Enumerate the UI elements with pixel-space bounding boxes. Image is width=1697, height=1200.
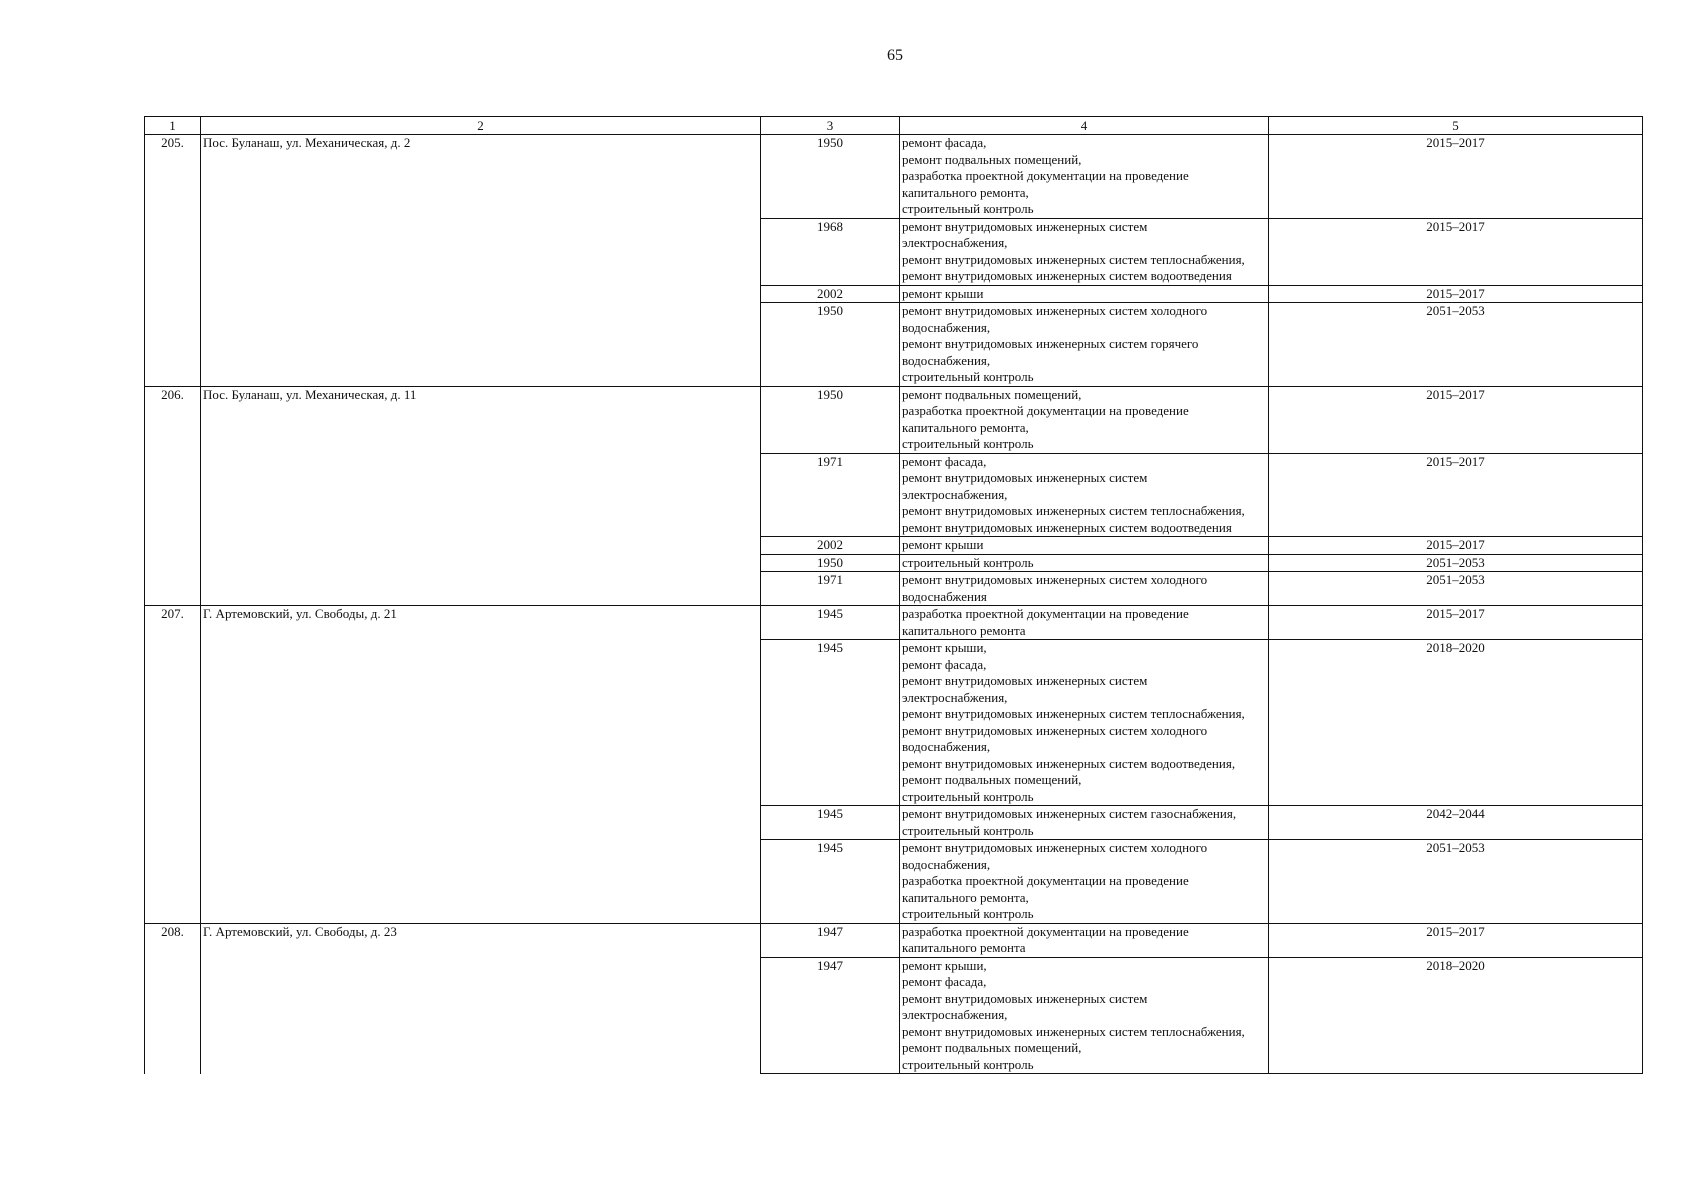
repair-works-cell — [900, 554, 1269, 572]
repair-work-item: водоснабжения, — [902, 352, 991, 368]
repair-work-item: капитального ремонта, — [902, 419, 1029, 435]
capital-repair-table — [144, 116, 1643, 1074]
repair-works-cell — [900, 840, 1269, 924]
repair-work-item: капитального ремонта, — [902, 889, 1029, 905]
year-cell: 1947 — [761, 957, 900, 1074]
col-header-5: 5 — [1269, 117, 1643, 135]
repair-work-item: разработка проектной документации на проведение — [902, 873, 1189, 888]
repair-work-item: электроснабжения, — [902, 689, 1008, 705]
planned-period-cell: 2015–2017 — [1269, 218, 1643, 285]
repair-works-cell — [900, 640, 1269, 806]
repair-works-cell — [900, 572, 1269, 606]
repair-work-item: ремонт внутридомовых инженерных систем водоотведения, — [902, 755, 1236, 771]
page-number: 65 — [887, 47, 903, 64]
planned-period-cell: 2051–2053 — [1269, 840, 1643, 924]
repair-work-item: строительный контроль — [902, 822, 1034, 838]
repair-work-item: строительный контроль — [902, 1056, 1034, 1072]
repair-work-item: водоснабжения, — [902, 739, 991, 754]
planned-period-cell: 2015–2017 — [1269, 453, 1643, 537]
repair-work-item: ремонт фасада, — [902, 453, 987, 469]
planned-period-cell: 2042–2044 — [1269, 806, 1643, 840]
repair-work-item: ремонт внутридомовых инженерных систем холодного — [902, 572, 1208, 587]
year-cell: 1945 — [761, 840, 900, 924]
repair-work-item: электроснабжения, — [902, 486, 1008, 502]
year-cell: 1968 — [761, 218, 900, 285]
repair-work-item: ремонт подвальных помещений, — [902, 386, 1082, 402]
planned-period-cell: 2015–2017 — [1269, 135, 1643, 219]
repair-work-item: ремонт внутридомовых инженерных систем водоотведения — [902, 268, 1232, 283]
repair-work-item: строительный контроль — [902, 788, 1034, 804]
row-number: 208. — [145, 923, 201, 1074]
repair-work-item: ремонт внутридомовых инженерных систем — [902, 470, 1148, 485]
repair-work-item: ремонт внутридомовых инженерных систем водоотведения — [902, 519, 1232, 535]
year-cell: 1971 — [761, 572, 900, 606]
building-address: Г. Артемовский, ул. Свободы, д. 23 — [201, 923, 761, 1074]
repair-works-cell — [900, 806, 1269, 840]
repair-work-item: строительный контроль — [902, 201, 1034, 216]
repair-work-item: ремонт фасада, — [902, 656, 987, 672]
row-number: 206. — [145, 386, 201, 606]
repair-works-cell — [900, 957, 1269, 1074]
repair-work-item: ремонт внутридомовых инженерных систем горячего — [902, 336, 1199, 351]
repair-work-item: ремонт внутридомовых инженерных систем холодного — [902, 722, 1208, 738]
building-address: Г. Артемовский, ул. Свободы, д. 21 — [201, 606, 761, 924]
repair-works-cell — [900, 285, 1269, 303]
repair-work-item: ремонт подвальных помещений, — [902, 1040, 1082, 1055]
repair-work-item: строительный контроль — [902, 369, 1034, 384]
repair-work-item: ремонт крыши — [902, 537, 984, 552]
repair-works-cell — [900, 303, 1269, 387]
repair-work-item: ремонт крыши — [902, 285, 984, 301]
planned-period-cell: 2051–2053 — [1269, 303, 1643, 387]
repair-work-item: ремонт крыши, — [902, 640, 987, 655]
planned-period-cell: 2015–2017 — [1269, 606, 1643, 640]
building-address: Пос. Буланаш, ул. Механическая, д. 11 — [201, 386, 761, 606]
col-header-2: 2 — [201, 117, 761, 135]
repair-work-item: капитального ремонта — [902, 940, 1026, 955]
table-row — [145, 606, 1643, 640]
year-cell: 1945 — [761, 640, 900, 806]
table-body — [145, 135, 1643, 1074]
repair-works-cell — [900, 135, 1269, 219]
year-cell: 2002 — [761, 537, 900, 555]
year-cell: 1947 — [761, 923, 900, 957]
column-number-row — [145, 117, 1643, 135]
repair-work-item: ремонт внутридомовых инженерных систем — [902, 990, 1148, 1006]
col-header-1: 1 — [145, 117, 201, 135]
year-cell: 1945 — [761, 806, 900, 840]
planned-period-cell: 2018–2020 — [1269, 957, 1643, 1074]
planned-period-cell: 2015–2017 — [1269, 386, 1643, 453]
repair-work-item: ремонт внутридомовых инженерных систем холодного — [902, 303, 1208, 318]
repair-works-cell — [900, 537, 1269, 555]
repair-work-item: ремонт внутридомовых инженерных систем холодного — [902, 840, 1208, 855]
repair-work-item: ремонт внутридомовых инженерных систем теплоснабжения, — [902, 706, 1245, 721]
year-cell: 1945 — [761, 606, 900, 640]
repair-work-item: ремонт фасада, — [902, 974, 987, 989]
repair-work-item: строительный контроль — [902, 436, 1034, 451]
year-cell: 1950 — [761, 303, 900, 387]
row-number: 205. — [145, 135, 201, 387]
repair-work-item: строительный контроль — [902, 906, 1034, 921]
repair-works-cell — [900, 453, 1269, 537]
year-cell: 2002 — [761, 285, 900, 303]
repair-work-item: капитального ремонта — [902, 622, 1026, 638]
table-row — [145, 386, 1643, 453]
repair-work-item: разработка проектной документации на проведение — [902, 923, 1189, 939]
repair-work-item: капитального ремонта, — [902, 184, 1029, 200]
planned-period-cell: 2018–2020 — [1269, 640, 1643, 806]
repair-work-item: разработка проектной документации на проведение — [902, 606, 1189, 621]
repair-works-cell — [900, 218, 1269, 285]
year-cell: 1950 — [761, 554, 900, 572]
repair-work-item: ремонт внутридомовых инженерных систем газоснабжения, — [902, 806, 1237, 821]
year-cell: 1950 — [761, 386, 900, 453]
repair-work-item: электроснабжения, — [902, 235, 1008, 250]
repair-work-item: ремонт внутридомовых инженерных систем теплоснабжения, — [902, 251, 1245, 267]
row-number: 207. — [145, 606, 201, 924]
col-header-4: 4 — [900, 117, 1269, 135]
repair-work-item: ремонт внутридомовых инженерных систем — [902, 673, 1148, 688]
year-cell: 1971 — [761, 453, 900, 537]
year-cell: 1950 — [761, 135, 900, 219]
table-row — [145, 135, 1643, 219]
repair-work-item: строительный контроль — [902, 554, 1034, 570]
repair-work-item: водоснабжения, — [902, 856, 991, 872]
repair-work-item: ремонт внутридомовых инженерных систем — [902, 218, 1148, 234]
repair-work-item: ремонт фасада, — [902, 135, 987, 150]
planned-period-cell: 2051–2053 — [1269, 572, 1643, 606]
repair-works-cell — [900, 606, 1269, 640]
repair-work-item: водоснабжения, — [902, 319, 991, 335]
planned-period-cell: 2051–2053 — [1269, 554, 1643, 572]
planned-period-cell: 2015–2017 — [1269, 537, 1643, 555]
col-header-3: 3 — [761, 117, 900, 135]
planned-period-cell: 2015–2017 — [1269, 923, 1643, 957]
planned-period-cell: 2015–2017 — [1269, 285, 1643, 303]
repair-work-item: ремонт подвальных помещений, — [902, 772, 1082, 787]
table-row — [145, 923, 1643, 957]
repair-work-item: разработка проектной документации на проведение — [902, 403, 1189, 418]
building-address: Пос. Буланаш, ул. Механическая, д. 2 — [201, 135, 761, 387]
repair-work-item: ремонт внутридомовых инженерных систем теплоснабжения, — [902, 1023, 1245, 1039]
repair-works-cell — [900, 386, 1269, 453]
repair-work-item: водоснабжения — [902, 588, 987, 604]
repair-work-item: ремонт внутридомовых инженерных систем теплоснабжения, — [902, 503, 1245, 518]
repair-works-cell — [900, 923, 1269, 957]
repair-work-item: электроснабжения, — [902, 1007, 1008, 1022]
repair-work-item: ремонт подвальных помещений, — [902, 151, 1082, 167]
repair-work-item: ремонт крыши, — [902, 957, 987, 973]
repair-work-item: разработка проектной документации на проведение — [902, 168, 1189, 183]
